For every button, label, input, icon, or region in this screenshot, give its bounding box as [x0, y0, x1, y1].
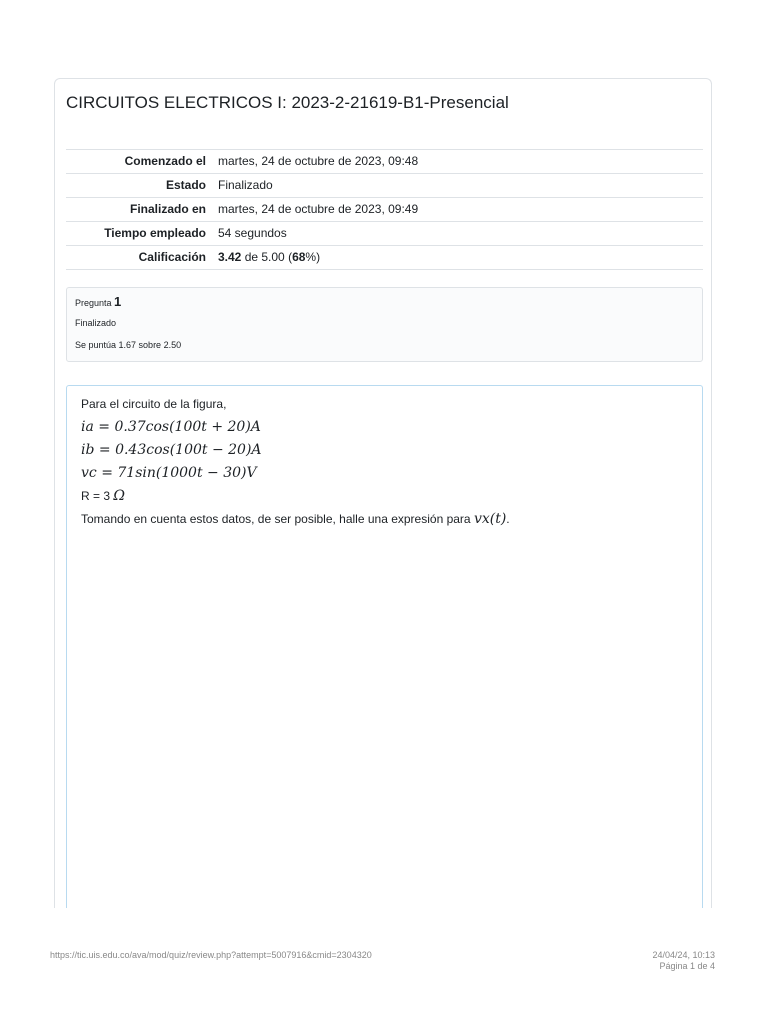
summary-row-time-taken: [66, 222, 703, 246]
summary-label: Tiempo empleado: [104, 226, 206, 240]
footer-date: 24/04/24, 10:13: [652, 950, 715, 960]
summary-value: martes, 24 de octubre de 2023, 09:48: [218, 154, 419, 168]
question-number: 1: [114, 294, 122, 309]
question-grade: Se puntúa 1.67 sobre 2.50: [75, 340, 182, 350]
summary-value: martes, 24 de octubre de 2023, 09:49: [218, 202, 419, 216]
summary-row-finished: [66, 198, 703, 222]
summary-value: Finalizado: [218, 178, 273, 192]
question-text-box: [66, 385, 703, 908]
summary-label: Finalizado en: [129, 202, 206, 216]
question-number-line: [75, 294, 694, 309]
question-state: Finalizado: [75, 318, 117, 328]
instruction-math: vx(t): [473, 511, 507, 527]
question-instruction: [81, 510, 688, 528]
equation-vc: vc = 71sin(1000t − 30)V: [81, 465, 257, 481]
grade-of-text: de 5.00 (: [241, 250, 293, 264]
instruction-end: .: [506, 512, 510, 526]
grade-score: 3.42: [218, 250, 242, 264]
resistance-line: [81, 487, 688, 505]
question-intro: Para el circuito de la figura,: [81, 397, 227, 411]
quiz-review-card: [54, 78, 712, 908]
grade-percent-suffix: %): [305, 250, 321, 264]
resistance-label: R = 3: [81, 489, 114, 503]
summary-value: 54 segundos: [218, 226, 287, 240]
summary-row-started: [66, 150, 703, 174]
footer-url: https://tic.uis.edu.co/ava/mod/quiz/review.php?attempt=5007916&cmid=2304320: [50, 950, 372, 960]
summary-row-grade: [66, 246, 703, 270]
footer-page-number: Página 1 de 4: [659, 961, 715, 971]
attempt-summary-table: [66, 149, 703, 270]
course-title: CIRCUITOS ELECTRICOS I: 2023-2-21619-B1-Presencial: [66, 93, 509, 112]
summary-label: Calificación: [138, 250, 206, 264]
instruction-text: Tomando en cuenta estos datos, de ser posible, halle una expresión para: [81, 512, 474, 526]
resistance-unit: Ω: [113, 488, 125, 504]
summary-value: [212, 246, 703, 270]
equation-ia: ia = 0.37cos(100t + 20)A: [81, 419, 261, 435]
question-info-box: [66, 287, 703, 362]
footer-meta: [652, 950, 715, 972]
summary-label: Comenzado el: [124, 154, 206, 168]
question-prefix: Pregunta: [75, 298, 115, 308]
summary-row-state: [66, 174, 703, 198]
equation-ib: ib = 0.43cos(100t − 20)A: [81, 442, 262, 458]
summary-label: Estado: [165, 178, 206, 192]
grade-percent: 68: [292, 250, 306, 264]
